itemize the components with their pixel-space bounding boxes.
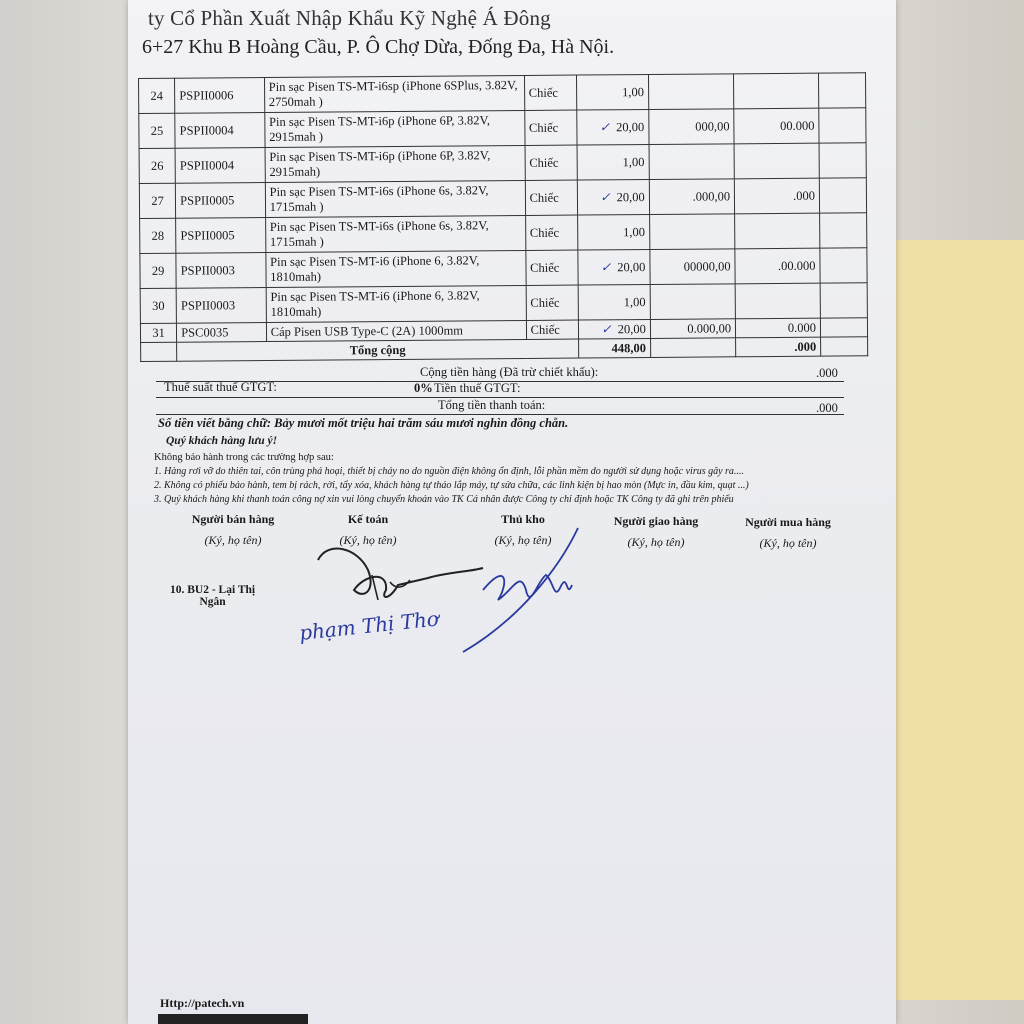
warranty-line: 2. Không có phiếu bảo hành, tem bị rách, rời, tẩy xóa, khách hàng tự tháo lắp máy, tự sửa chữa, các linh kiện bị hao mòn (Mực in, đầu kim, quạt ...) <box>154 480 749 491</box>
company-name: ty Cổ Phần Xuất Nhập Khẩu Kỹ Nghệ Á Đông <box>148 6 551 30</box>
warranty-line: 1. Hàng rơi vỡ do thiên tai, côn trùng phá hoại, thiết bị cháy no do nguồn điện không ổn định, lỗi phần mềm do người sử dụng hoặc virus gây ra.... <box>154 466 744 477</box>
item-unit-text: Chiếc <box>528 85 558 100</box>
warranty-line: 3. Quý khách hàng khi thanh toán công nợ xin vui lòng chuyển khoản vào TK Cá nhân được Công ty chỉ định hoặc TK Công ty đã ghi trên phiếu <box>154 494 734 505</box>
grand-total-value: .000 <box>816 401 838 415</box>
row-number-text: 29 <box>151 263 165 278</box>
row-number-text: 28 <box>151 228 165 243</box>
footer-url: Http://patech.vn <box>160 996 245 1010</box>
item-quantity-text: 1,00 <box>623 294 646 309</box>
item-unit-text: Chiếc <box>529 225 560 240</box>
handwritten-signatures <box>128 0 896 700</box>
item-name-text: Pin sạc Pisen TS-MT-i6p (iPhone 6P, 3.82V, 2915mah) <box>269 148 491 179</box>
item-amount-text: .000 <box>793 188 816 203</box>
item-name-text: Pin sạc Pisen TS-MT-i6p (iPhone 6P, 3.82V, 2915mah ) <box>268 113 491 144</box>
item-price-text: 00000,00 <box>683 258 731 274</box>
checkmark-icon: ✓ <box>599 120 611 135</box>
handwritten-name: phạm Thị Thơ <box>298 606 440 645</box>
vat-amount-label: Tiền thuế GTGT: <box>434 381 521 395</box>
background-left <box>0 0 140 1024</box>
signature-sub: (Ký, họ tên) <box>339 533 397 547</box>
item-unit-text: Chiếc <box>530 295 560 310</box>
signature-title: Thủ kho <box>501 512 545 526</box>
signature-sub: (Ký, họ tên) <box>627 535 685 549</box>
signature-sub: (Ký, họ tên) <box>494 533 552 547</box>
seller-name-line: 10. BU2 - Lại Thị <box>170 584 256 596</box>
item-amount-text: 00.000 <box>779 118 815 133</box>
item-unit-text: Chiếc <box>529 190 559 205</box>
item-quantity-text: 1,00 <box>623 224 646 239</box>
checkmark-icon: ✓ <box>601 322 612 337</box>
item-quantity-text: 1,00 <box>621 84 644 99</box>
item-unit-text: Chiếc <box>529 155 559 170</box>
item-price-text: 0.000,00 <box>687 320 732 336</box>
row-number-text: 27 <box>151 193 164 208</box>
item-amount-text: 0.000 <box>787 320 817 335</box>
background-yellow-sheet <box>894 240 1024 1000</box>
item-name-text: Pin sạc Pisen TS-MT-i6 (iPhone 6, 3.82V, 1810mah) <box>270 253 480 284</box>
item-name-text: Pin sạc Pisen TS-MT-i6s (iPhone 6s, 3.82V, 1715mah ) <box>269 218 489 249</box>
accountant-signature-flourish <box>372 575 410 600</box>
item-unit-text: Chiếc <box>530 260 560 275</box>
checkmark-icon: ✓ <box>600 190 611 205</box>
row-number-text: 24 <box>150 88 164 103</box>
item-quantity-text: 20,00 <box>617 260 646 275</box>
seller-name-line: Ngân <box>199 596 226 608</box>
storekeeper-signature <box>463 528 578 652</box>
item-amount-text: .00.000 <box>777 258 816 273</box>
item-name-text: Pin sạc Pisen TS-MT-i6s (iPhone 6s, 3.82V, 1715mah ) <box>269 183 489 214</box>
total-amount: .000 <box>736 337 821 357</box>
item-name-text: Pin sạc Pisen TS-MT-i6sp (iPhone 6SPlus, 3.82V, 2750mah ) <box>268 78 518 109</box>
item-code-text: PSPII0003 <box>180 262 235 278</box>
item-quantity-text: 20,00 <box>617 322 646 337</box>
notice-title: Quý khách hàng lưu ý! <box>166 435 278 447</box>
signature-title: Kế toán <box>347 512 389 526</box>
item-unit-text: Chiếc <box>530 322 560 337</box>
signature-title: Người mua hàng <box>745 515 831 529</box>
vat-rate-value: 0% <box>414 381 433 395</box>
signature-title: Người giao hàng <box>613 514 699 528</box>
total-label: Tổng cộng <box>177 339 579 361</box>
item-quantity-text: 20,00 <box>616 120 645 135</box>
warranty-intro: Không bảo hành trong các trường hợp sau: <box>154 452 334 463</box>
item-code-text: PSPII0006 <box>179 87 234 103</box>
item-name-text: Pin sạc Pisen TS-MT-i6 (iPhone 6, 3.82V, 1810mah) <box>270 288 480 319</box>
signature-sub: (Ký, họ tên) <box>759 536 817 550</box>
item-price-text: .000,00 <box>692 188 731 204</box>
row-number-text: 26 <box>150 158 164 173</box>
company-address: 6+27 Khu B Hoàng Cầu, P. Ô Chợ Dừa, Đống Đa, Hà Nội. <box>142 36 615 58</box>
footer-logo-strip <box>158 1014 308 1024</box>
item-price-text: 000,00 <box>695 118 730 134</box>
invoice-paper <box>128 0 896 1024</box>
row-number-text: 25 <box>150 123 164 138</box>
item-code-text: PSPII0005 <box>180 192 235 208</box>
accountant-signature <box>318 549 483 597</box>
item-code-text: PSPII0005 <box>180 227 235 243</box>
item-quantity-text: 20,00 <box>616 190 645 205</box>
goods-total-label: Cộng tiền hàng (Đã trừ chiết khấu): <box>420 365 599 379</box>
signature-sub: (Ký, họ tên) <box>204 533 262 547</box>
row-number-text: 30 <box>152 298 165 313</box>
amount-in-words: Số tiền viết bằng chữ: Bảy mươi mốt triệu hai trăm sáu mươi nghìn đồng chẵn. <box>158 416 569 430</box>
goods-total-value: .000 <box>816 366 838 380</box>
item-unit-text: Chiếc <box>528 120 559 135</box>
vat-rate-label: Thuế suất thuế GTGT: <box>164 380 277 394</box>
signature-title: Người bán hàng <box>191 512 275 526</box>
checkmark-icon: ✓ <box>600 260 612 275</box>
total-quantity: 448,00 <box>578 338 650 358</box>
item-code-text: PSC0035 <box>181 324 229 340</box>
item-code-text: PSPII0003 <box>180 297 236 313</box>
item-code-text: PSPII0004 <box>179 122 234 138</box>
grand-total-label: Tổng tiền thanh toán: <box>438 398 546 412</box>
item-code-text: PSPII0004 <box>179 157 235 173</box>
row-number-text: 31 <box>152 325 165 340</box>
item-name-text: Cáp Pisen USB Type-C (2A) 1000mm <box>270 322 464 339</box>
item-quantity-text: 1,00 <box>622 154 645 169</box>
